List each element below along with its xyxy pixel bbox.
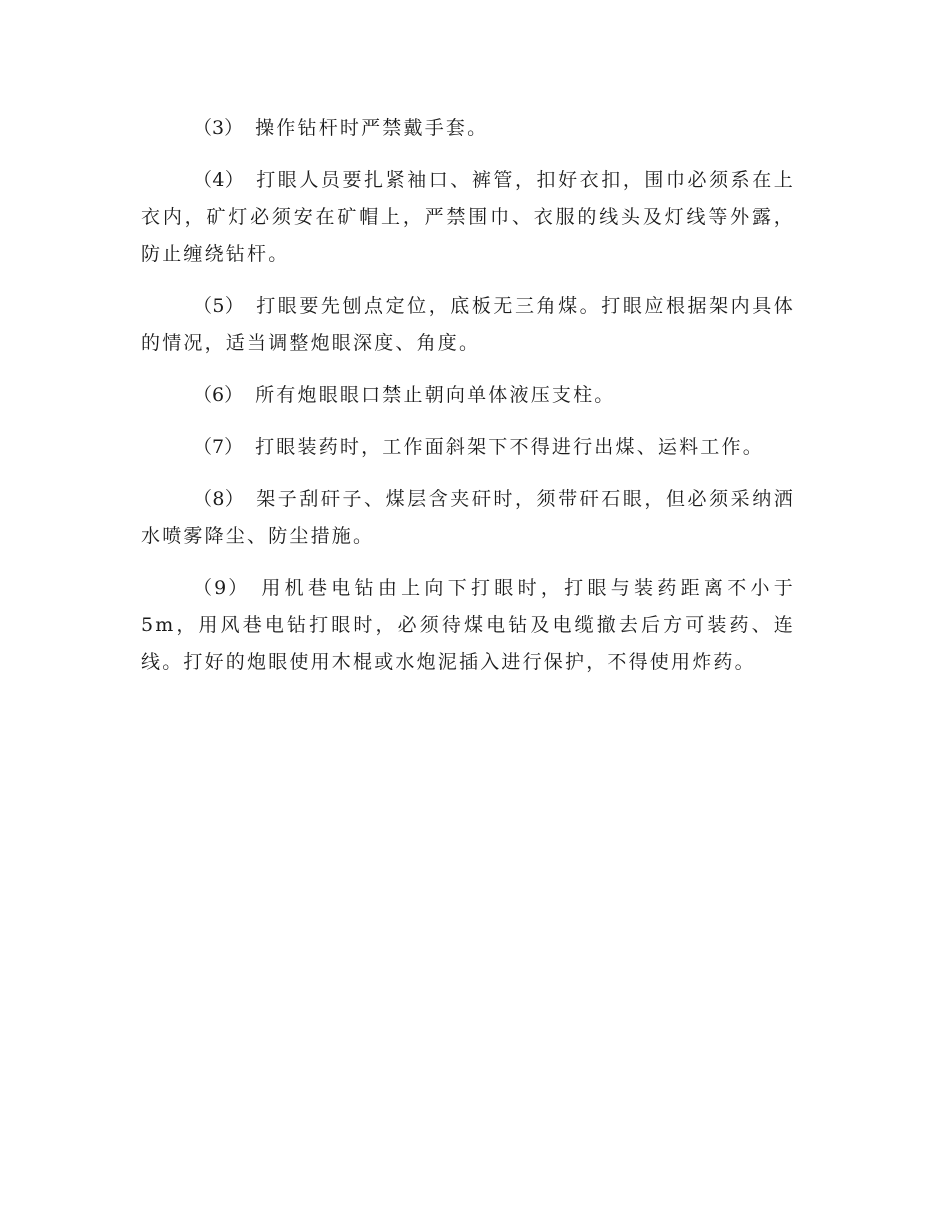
item-number: （3） [193,117,244,139]
item-number: （8） [193,488,245,510]
item-number: （4） [193,169,245,191]
item-number: （7） [193,436,244,458]
paragraph-item-8 [141,481,795,555]
item-text: 打眼人员要扎紧袖口、裤管，扣好衣扣，围巾必须系在上衣内，矿灯必须安在矿帽上，严禁围巾、衣服的线头及灯线等外露，防止缠绕钻杆。 [141,169,795,265]
paragraph-item-9 [141,570,795,681]
item-number: （5） [193,295,245,317]
item-text: 用机巷电钻由上向下打眼时，打眼与装药距离不小于5m，用风巷电钻打眼时，必须待煤电钻及电缆撤去后方可装药、连线。打好的炮眼使用木棍或水炮泥插入进行保护，不得使用炸药。 [141,577,795,673]
item-text: 打眼装药时，工作面斜架下不得进行出煤、运料工作。 [255,436,764,458]
document-body [141,110,795,681]
item-text: 架子刮矸子、煤层含夹矸时，须带矸石眼，但必须采纳洒水喷雾降尘、防尘措施。 [141,488,795,547]
paragraph-item-4 [141,162,795,273]
item-number: （9） [193,577,250,599]
item-text: 所有炮眼眼口禁止朝向单体液压支柱。 [255,384,616,406]
paragraph-item-5 [141,288,795,362]
paragraph-item-6 [141,377,795,414]
paragraph-item-3 [141,110,795,147]
item-text: 打眼要先刨点定位，底板无三角煤。打眼应根据架内具体的情况，适当调整炮眼深度、角度。 [141,295,795,354]
item-number: （6） [193,384,244,406]
item-text: 操作钻杆时严禁戴手套。 [255,117,489,139]
paragraph-item-7 [141,429,795,466]
